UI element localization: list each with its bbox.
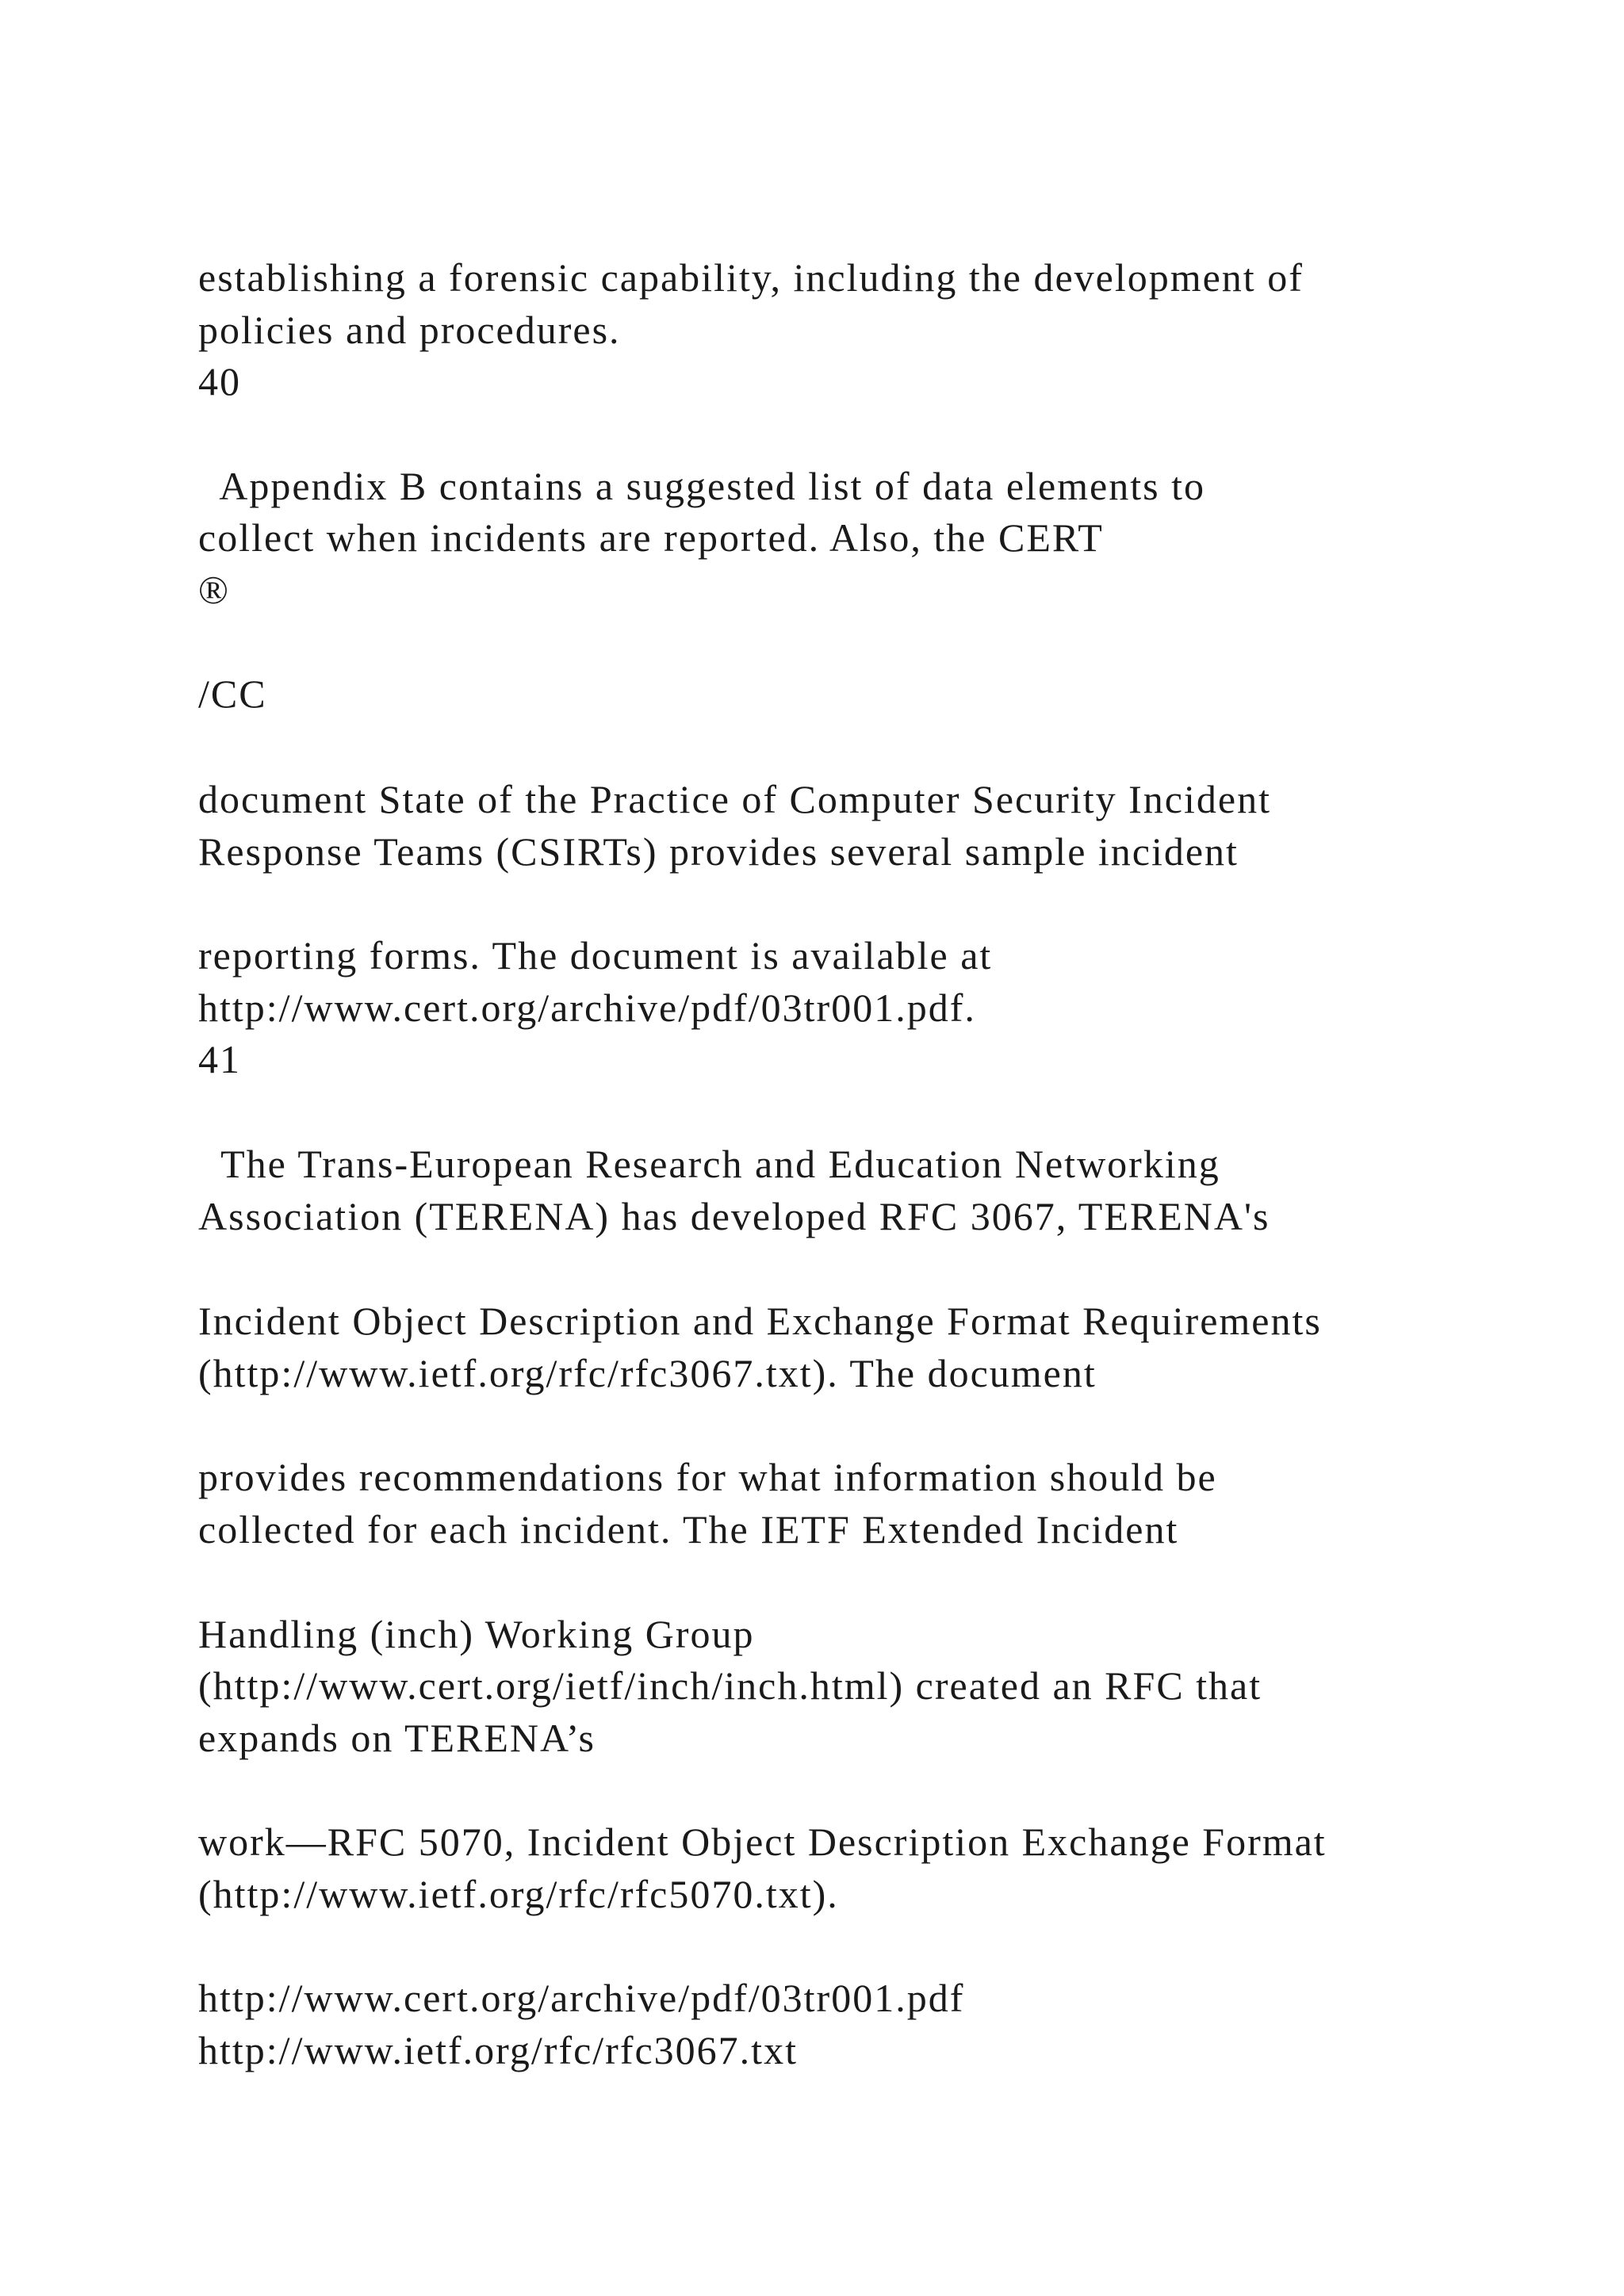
text-line: Appendix B contains a suggested list of data elements to	[198, 464, 1205, 508]
url-line: http://www.cert.org/archive/pdf/03tr001.pdf.	[198, 985, 976, 1030]
text-line: (http://www.ietf.org/rfc/rfc3067.txt). The document	[198, 1351, 1097, 1395]
text-line: (http://www.ietf.org/rfc/rfc5070.txt).	[198, 1872, 839, 1916]
text-line: (http://www.cert.org/ietf/inch/inch.html) created an RFC that	[198, 1663, 1262, 1708]
footnote-number: 40	[198, 359, 241, 404]
text-line: Association (TERENA) has developed RFC 3067, TERENA's	[198, 1194, 1270, 1238]
text-line: establishing a forensic capability, including the development of	[198, 255, 1304, 300]
url-line: http://www.cert.org/archive/pdf/03tr001.pdf	[198, 1976, 965, 2020]
text-line: Handling (inch) Working Group	[198, 1612, 755, 1656]
registered-mark: ®	[198, 568, 230, 612]
text-line: The Trans-European Research and Education Networking	[198, 1142, 1220, 1186]
text-line: Response Teams (CSIRTs) provides several sample incident	[198, 829, 1239, 874]
text-line: document State of the Practice of Computer Security Incident	[198, 777, 1271, 821]
text-line: provides recommendations for what information should be	[198, 1455, 1217, 1499]
text-line: reporting forms. The document is available at	[198, 933, 993, 978]
text-line: Incident Object Description and Exchange Format Requirements	[198, 1299, 1322, 1343]
text-line: collect when incidents are reported. Also, the CERT	[198, 515, 1104, 560]
text-line: expands on TERENA’s	[198, 1716, 596, 1760]
url-line: http://www.ietf.org/rfc/rfc3067.txt	[198, 2028, 798, 2072]
text-line: policies and procedures.	[198, 308, 621, 352]
text-line: /CC	[198, 672, 267, 716]
text-line: collected for each incident. The IETF Extended Incident	[198, 1507, 1179, 1552]
text-line: work—RFC 5070, Incident Object Description Exchange Format	[198, 1820, 1327, 1864]
footnote-number: 41	[198, 1037, 241, 1081]
